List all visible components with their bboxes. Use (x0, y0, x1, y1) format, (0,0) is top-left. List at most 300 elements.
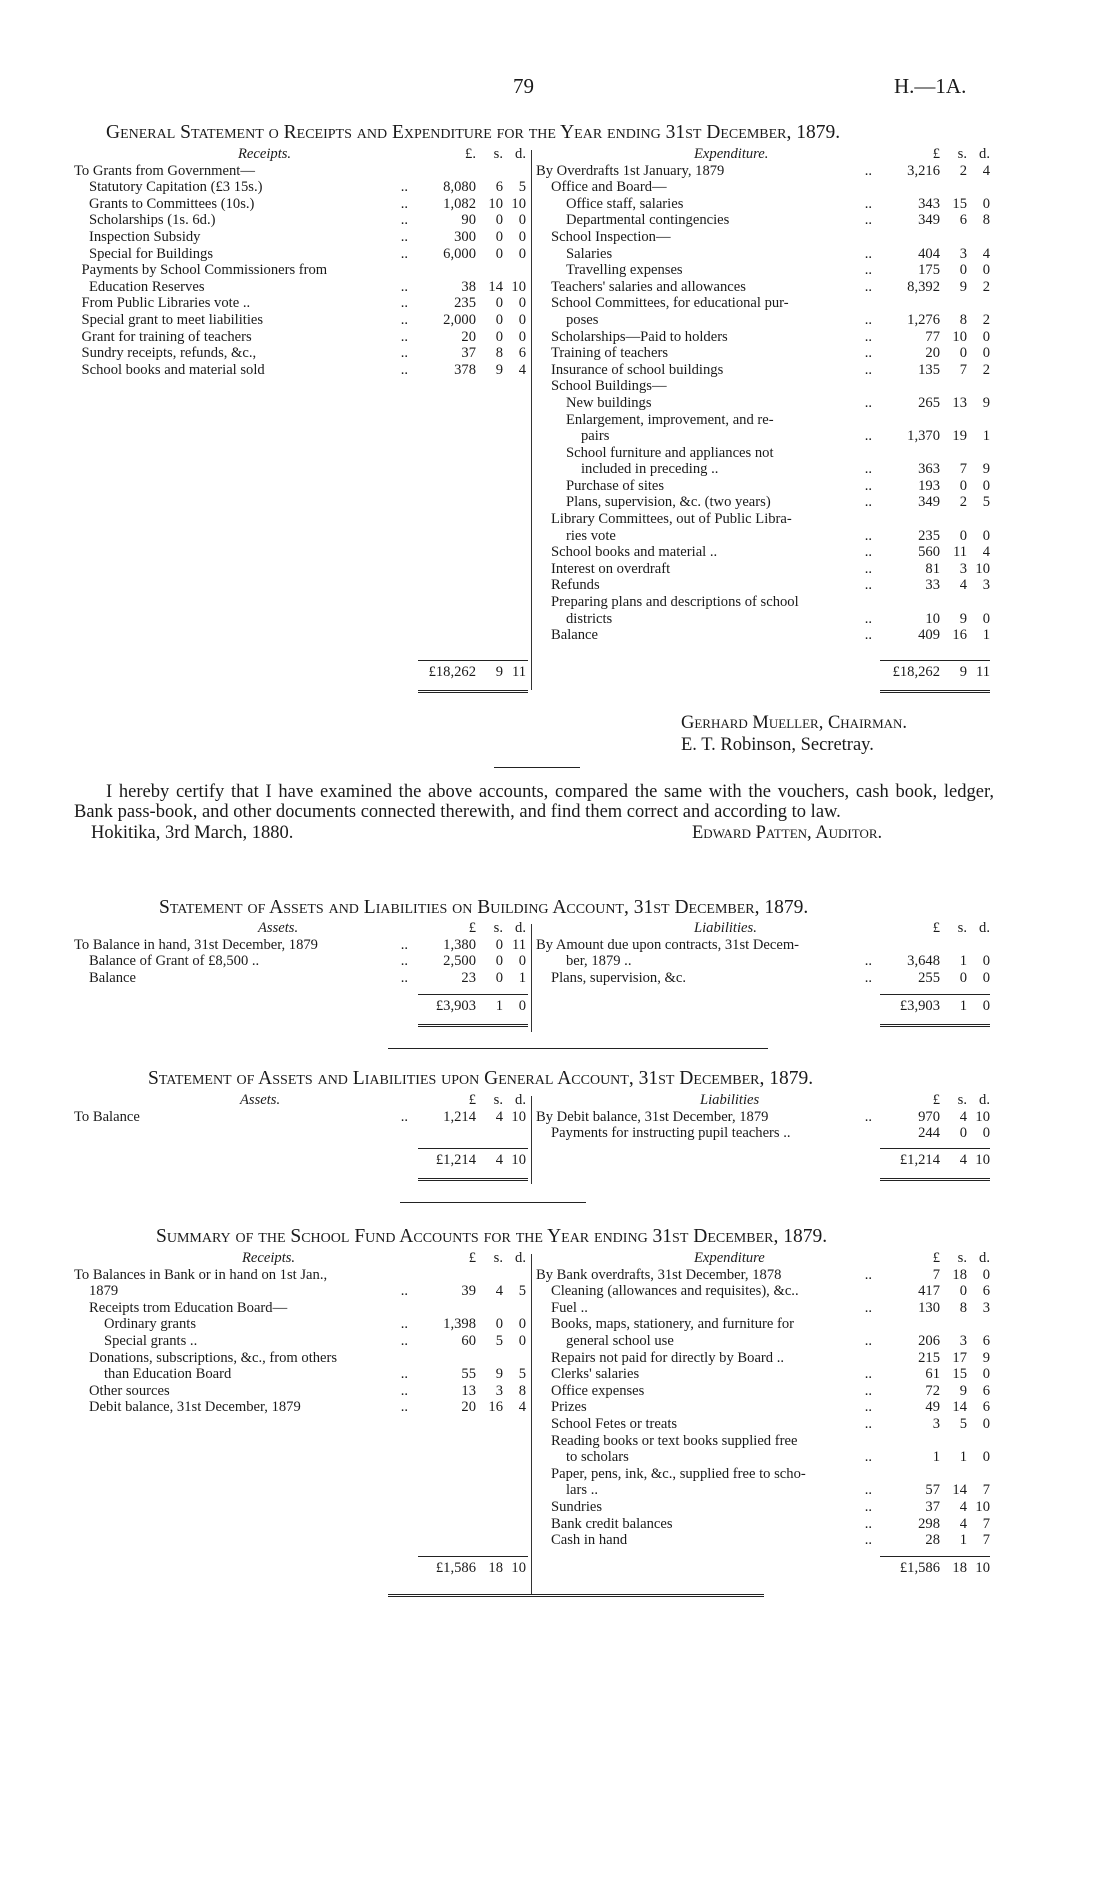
row-text: Other sources (89, 1382, 170, 1399)
shillings-cell: 7 (959, 461, 967, 478)
general-account-assets-total (408, 1152, 526, 1169)
general-account-liabilities-total-rule (880, 1148, 990, 1149)
pence-cell: 0 (982, 953, 990, 970)
row-text: districts (566, 610, 613, 627)
shillings-cell: 0 (495, 953, 503, 970)
row-text: Refunds (551, 577, 600, 594)
shillings-cell: 10 (488, 195, 503, 212)
building-assets-panel (74, 920, 526, 986)
leader-dots: .. (400, 311, 408, 328)
row-label (536, 345, 872, 362)
pounds-cell: 10 (925, 610, 940, 627)
school-fund-expenditure-panel (536, 1250, 990, 1549)
table-row (536, 428, 990, 445)
pence-cell: 0 (518, 228, 526, 245)
total-pence: 11 (511, 664, 526, 680)
table-row (536, 937, 990, 954)
pence-cell: 0 (982, 610, 990, 627)
leader-dots: .. (864, 361, 872, 378)
leader-dots: .. (864, 477, 872, 494)
section-divider (400, 1202, 586, 1203)
leader-dots: .. (864, 1498, 872, 1515)
table-row (536, 362, 990, 379)
leader-dots: .. (864, 610, 872, 627)
pence-cell: 0 (982, 328, 990, 345)
leader-dots: .. (400, 328, 408, 345)
total-pence: 10 (511, 1560, 526, 1576)
pounds-cell: 349 (918, 494, 940, 511)
row-label (536, 611, 872, 628)
table-row (74, 1366, 526, 1383)
table-row (74, 1350, 526, 1367)
pence-cell: 10 (975, 1108, 990, 1125)
pence-cell: 3 (982, 577, 990, 594)
shillings-cell: 6 (959, 212, 967, 229)
table-row (536, 1416, 990, 1433)
shillings-cell: 16 (952, 627, 967, 644)
row-label (536, 511, 872, 528)
school-fund-expenditure-total-rule (880, 1556, 990, 1557)
shillings-cell: 0 (959, 477, 967, 494)
pence-cell: 1 (518, 969, 526, 986)
row-text: Interest on overdraft (551, 560, 671, 577)
table-row (536, 1399, 990, 1416)
school-fund-column-divider (531, 1254, 532, 1594)
table-row (74, 179, 526, 196)
shillings-cell: 0 (495, 228, 503, 245)
shillings-cell: 9 (495, 1366, 503, 1383)
row-label (74, 362, 408, 379)
row-text: Balance of Grant of £8,500 .. (89, 953, 260, 970)
pence-cell: 9 (982, 1349, 990, 1366)
shillings-header: s. (957, 1250, 967, 1266)
total-shillings: 9 (959, 664, 967, 680)
leader-dots: .. (864, 162, 872, 179)
table-row (536, 395, 990, 412)
row-text: Prizes (551, 1399, 587, 1416)
leader-dots: .. (400, 278, 408, 295)
row-label (536, 1416, 872, 1433)
row-label (536, 445, 872, 462)
pence-cell: 10 (975, 560, 990, 577)
shillings-cell: 10 (952, 328, 967, 345)
pounds-header: £. (465, 146, 476, 162)
row-label (536, 1383, 872, 1400)
row-text: Training of teachers (551, 345, 668, 362)
shillings-cell: 16 (488, 1399, 503, 1416)
shillings-cell: 4 (495, 1283, 503, 1300)
pounds-cell: 3 (932, 1415, 940, 1432)
pence-cell: 0 (982, 1125, 990, 1142)
building-liabilities-total-rule (880, 994, 990, 995)
pounds-cell: 235 (454, 295, 476, 312)
general-column-divider (531, 150, 532, 690)
building-column-divider (531, 924, 532, 1032)
pence-cell: 4 (982, 162, 990, 179)
pence-cell: 1 (982, 627, 990, 644)
pounds-cell: 20 (461, 1399, 476, 1416)
table-row (536, 412, 990, 429)
leader-dots: .. (864, 262, 872, 279)
table-row (536, 478, 990, 495)
table-row (536, 329, 990, 346)
row-label (536, 561, 872, 578)
pence-cell: 7 (982, 1482, 990, 1499)
pounds-cell: 8,080 (443, 179, 476, 196)
shillings-header: s. (957, 1092, 967, 1108)
row-label (536, 953, 872, 970)
leader-dots: .. (864, 1366, 872, 1383)
row-label (74, 179, 408, 196)
shillings-cell: 15 (952, 195, 967, 212)
general-account-title: Statement of Assets and Liabilities upon General Account, 31st December, 1879. (148, 1068, 814, 1089)
pence-cell: 0 (518, 212, 526, 229)
table-row (74, 246, 526, 263)
table-row (74, 329, 526, 346)
table-row (536, 1516, 990, 1533)
row-text: Teachers' salaries and allowances (551, 278, 746, 295)
table-row (536, 1433, 990, 1450)
pounds-header: £ (932, 920, 940, 936)
shillings-cell: 4 (959, 577, 967, 594)
leader-dots: .. (400, 295, 408, 312)
row-label (536, 1482, 872, 1499)
row-label (536, 1516, 872, 1533)
table-row (74, 163, 526, 180)
shillings-cell: 1 (959, 1449, 967, 1466)
row-text: Purchase of sites (566, 477, 665, 494)
row-label (536, 461, 872, 478)
school-fund-expenditure-rows (536, 1267, 990, 1549)
pence-cell: 6 (982, 1382, 990, 1399)
row-text: Grants to Committees (10s.) (89, 195, 255, 212)
row-text: included in preceding .. (581, 461, 719, 478)
row-text: Special for Buildings (89, 245, 214, 262)
row-label (536, 412, 872, 429)
pence-cell: 6 (982, 1283, 990, 1300)
pence-cell: 2 (982, 361, 990, 378)
row-text: ries vote (566, 527, 616, 544)
general-account-assets-double-rule (418, 1178, 528, 1181)
total-pence: 10 (975, 1560, 990, 1576)
row-label (74, 1333, 408, 1350)
document-reference: H.—1A. (894, 74, 967, 98)
pounds-cell: 49 (925, 1399, 940, 1416)
total-pounds: £3,903 (899, 998, 940, 1014)
school-fund-receipts-total-rule (418, 1556, 528, 1557)
row-text: pairs (581, 428, 610, 445)
pence-cell: 0 (982, 477, 990, 494)
row-text: Special grants .. (104, 1332, 198, 1349)
table-row (536, 544, 990, 561)
row-text: Statutory Capitation (£3 15s.) (89, 179, 263, 196)
shillings-cell: 3 (495, 1382, 503, 1399)
building-assets-rows (74, 937, 526, 987)
chairman-signature: Gerhard Mueller, Chairman. (681, 713, 908, 733)
pounds-header: £ (468, 1092, 476, 1108)
pounds-cell: 23 (461, 969, 476, 986)
leader-dots: .. (400, 212, 408, 229)
pence-cell: 0 (518, 1332, 526, 1349)
general-account-liabilities-rows (536, 1109, 990, 1142)
pence-header: d. (515, 146, 526, 162)
pounds-cell: 175 (918, 262, 940, 279)
row-label (536, 1316, 872, 1333)
auditor-certificate (74, 782, 994, 844)
row-label (536, 1267, 872, 1284)
row-label (536, 262, 872, 279)
row-label (74, 1350, 408, 1367)
row-text: Insurance of school buildings (551, 361, 724, 378)
row-label (74, 229, 408, 246)
general-expenditure-label: Expenditure. (694, 146, 769, 162)
certificate-text: I hereby certify that I have examined the above accounts, compared the same with the vouchers, cash book, ledger, Bank pass-book, and other documents connected therewith, and find them correct and according to law. (74, 782, 994, 822)
shillings-cell: 5 (495, 1332, 503, 1349)
leader-dots: .. (864, 311, 872, 328)
leader-dots: .. (400, 1366, 408, 1383)
row-label (536, 1499, 872, 1516)
row-text: School Fetes or treats (551, 1415, 678, 1432)
row-label (74, 953, 408, 970)
total-pounds: £3,903 (435, 998, 476, 1014)
pence-cell: 6 (982, 1332, 990, 1349)
table-row (536, 1333, 990, 1350)
table-row (74, 970, 526, 987)
leader-dots: .. (400, 969, 408, 986)
shillings-header: s. (957, 146, 967, 162)
pence-header: d. (979, 146, 990, 162)
pounds-cell: 60 (461, 1332, 476, 1349)
table-row (74, 1267, 526, 1284)
leader-dots: .. (400, 1382, 408, 1399)
shillings-cell: 0 (495, 936, 503, 953)
pence-cell: 4 (982, 544, 990, 561)
table-row (74, 362, 526, 379)
pence-cell: 5 (518, 1366, 526, 1383)
leader-dots: .. (864, 428, 872, 445)
table-row (536, 312, 990, 329)
table-row (536, 1267, 990, 1284)
pounds-cell: 13 (461, 1382, 476, 1399)
row-label (74, 1109, 408, 1126)
shillings-cell: 0 (495, 311, 503, 328)
pence-cell: 0 (982, 1366, 990, 1383)
general-receipts-total (408, 664, 526, 681)
row-text: Clerks' salaries (551, 1366, 640, 1383)
table-row (536, 1466, 990, 1483)
table-row (74, 1283, 526, 1300)
pounds-cell: 135 (918, 361, 940, 378)
shillings-header: s. (493, 146, 503, 162)
row-text: New buildings (566, 394, 652, 411)
pounds-cell: 3,216 (907, 162, 940, 179)
shillings-cell: 0 (495, 328, 503, 345)
row-text: Debit balance, 31st December, 1879 (89, 1399, 301, 1416)
leader-dots: .. (864, 1415, 872, 1432)
pounds-cell: 33 (925, 577, 940, 594)
shillings-cell: 3 (959, 245, 967, 262)
table-row (536, 1383, 990, 1400)
table-row (536, 1532, 990, 1549)
row-text: Plans, supervision, &c. (551, 969, 686, 986)
row-text: Bank credit balances (551, 1515, 673, 1532)
pounds-cell: 417 (918, 1283, 940, 1300)
auditor-signature: Edward Patten, Auditor. (692, 823, 883, 843)
row-text: Grant for training of teachers (81, 328, 252, 345)
shillings-cell: 7 (959, 361, 967, 378)
total-shillings: 1 (495, 998, 503, 1014)
school-fund-receipts-rows (74, 1267, 526, 1416)
pounds-cell: 2,000 (443, 311, 476, 328)
pounds-cell: 255 (918, 969, 940, 986)
row-text: Library Committees, out of Public Libra- (551, 511, 792, 528)
table-row (536, 1283, 990, 1300)
row-label (74, 262, 408, 279)
table-row (74, 345, 526, 362)
row-text: Paper, pens, ink, &c., supplied free to scho- (551, 1465, 806, 1482)
row-text: Special grant to meet liabilities (81, 311, 264, 328)
table-row (536, 163, 990, 180)
leader-dots: .. (864, 1482, 872, 1499)
table-row (74, 1300, 526, 1317)
row-text: Office and Board— (551, 179, 667, 196)
general-account-liabilities-total (872, 1152, 990, 1169)
table-row (74, 312, 526, 329)
row-label (74, 1300, 408, 1317)
pence-cell: 7 (982, 1515, 990, 1532)
row-label (536, 627, 872, 644)
pence-cell: 5 (518, 1283, 526, 1300)
building-account-title: Statement of Assets and Liabilities on Building Account, 31st December, 1879. (159, 897, 809, 918)
pence-header: d. (515, 1250, 526, 1266)
leader-dots: .. (864, 245, 872, 262)
shillings-cell: 1 (959, 1532, 967, 1549)
table-row (74, 1316, 526, 1333)
leader-dots: .. (864, 328, 872, 345)
pence-cell: 0 (982, 262, 990, 279)
pounds-cell: 1,380 (443, 936, 476, 953)
row-label (536, 1366, 872, 1383)
general-expenditure-panel (536, 146, 990, 644)
pounds-cell: 77 (925, 328, 940, 345)
building-assets-label: Assets. (258, 920, 299, 936)
shillings-cell: 11 (952, 544, 967, 561)
row-label (536, 312, 872, 329)
row-text: lars .. (566, 1482, 599, 1499)
row-label (74, 970, 408, 987)
row-label (536, 229, 872, 246)
pence-cell: 0 (518, 245, 526, 262)
pence-header: d. (979, 1250, 990, 1266)
pence-cell: 2 (982, 311, 990, 328)
total-shillings: 4 (495, 1152, 503, 1168)
table-row (74, 953, 526, 970)
table-row (536, 229, 990, 246)
row-label (74, 212, 408, 229)
pounds-cell: 1,398 (443, 1316, 476, 1333)
row-label (74, 312, 408, 329)
pence-cell: 0 (518, 295, 526, 312)
row-text: By Overdrafts 1st January, 1879 (536, 162, 725, 179)
table-row (74, 196, 526, 213)
total-pence: 0 (982, 998, 990, 1014)
pence-cell: 2 (982, 278, 990, 295)
total-pence: 10 (975, 1152, 990, 1168)
table-row (536, 1125, 990, 1142)
row-text: to scholars (566, 1449, 629, 1466)
row-label (536, 362, 872, 379)
shillings-cell: 19 (952, 428, 967, 445)
row-text: To Grants from Government— (74, 162, 255, 179)
table-row (536, 212, 990, 229)
leader-dots: .. (400, 1332, 408, 1349)
pounds-cell: 55 (461, 1366, 476, 1383)
pounds-cell: 970 (918, 1108, 940, 1125)
pounds-cell: 7 (932, 1266, 940, 1283)
pounds-cell: 1,082 (443, 195, 476, 212)
row-label (536, 544, 872, 561)
school-fund-expenditure-header (536, 1250, 990, 1267)
total-pounds: £1,586 (435, 1560, 476, 1576)
shillings-cell: 9 (959, 278, 967, 295)
table-row (536, 1109, 990, 1126)
table-row (74, 212, 526, 229)
shillings-cell: 0 (959, 969, 967, 986)
row-text: Sundries (551, 1498, 603, 1515)
building-liabilities-label: Liabilities. (694, 920, 757, 936)
school-fund-receipts-label: Receipts. (242, 1250, 296, 1266)
table-row (536, 461, 990, 478)
pounds-cell: 39 (461, 1283, 476, 1300)
school-fund-receipts-header (74, 1250, 526, 1267)
pence-cell: 5 (982, 494, 990, 511)
row-label (536, 1125, 872, 1142)
shillings-cell: 4 (495, 1108, 503, 1125)
leader-dots: .. (864, 527, 872, 544)
shillings-cell: 6 (495, 179, 503, 196)
row-label (74, 1366, 408, 1383)
pence-cell: 3 (982, 1299, 990, 1316)
row-label (536, 428, 872, 445)
row-text: School furniture and appliances not (566, 444, 774, 461)
row-text: By Bank overdrafts, 31st December, 1878 (536, 1266, 782, 1283)
row-label (536, 494, 872, 511)
row-text: Preparing plans and descriptions of school (551, 594, 799, 611)
shillings-cell: 2 (959, 494, 967, 511)
pounds-cell: 1,276 (907, 311, 940, 328)
pence-cell: 0 (982, 345, 990, 362)
shillings-header: s. (493, 1092, 503, 1108)
row-label (74, 329, 408, 346)
pounds-cell: 244 (918, 1125, 940, 1142)
pence-cell: 0 (518, 328, 526, 345)
row-text: Donations, subscriptions, &c., from others (89, 1349, 338, 1366)
table-row (74, 229, 526, 246)
row-text: Enlargement, improvement, and re- (566, 411, 774, 428)
row-text: Ordinary grants (104, 1316, 196, 1333)
row-text: To Balances in Bank or in hand on 1st Jan., (74, 1266, 328, 1283)
pounds-cell: 28 (925, 1532, 940, 1549)
shillings-cell: 0 (959, 262, 967, 279)
row-text: Sundry receipts, refunds, &c., (81, 345, 257, 362)
table-row (536, 378, 990, 395)
leader-dots: .. (400, 1108, 408, 1125)
row-text: general school use (566, 1332, 674, 1349)
pence-cell: 0 (518, 953, 526, 970)
table-row (536, 511, 990, 528)
row-text: Scholarships (1s. 6d.) (89, 212, 216, 229)
leader-dots: .. (864, 1532, 872, 1549)
